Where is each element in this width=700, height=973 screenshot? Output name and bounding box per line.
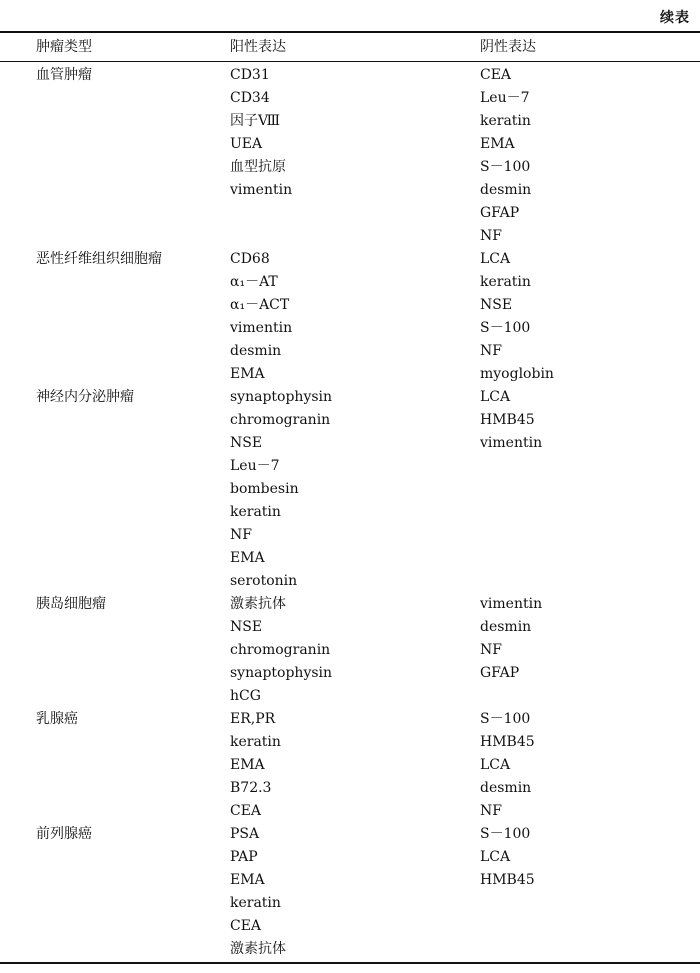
top-rule <box>0 31 700 33</box>
negative-marker: LCA <box>480 389 511 405</box>
positive-marker: keratin <box>230 734 281 750</box>
positive-list <box>230 386 332 593</box>
negative-marker: NSE <box>480 297 513 313</box>
positive-marker: NF <box>230 527 252 543</box>
negative-marker: NF <box>480 803 502 819</box>
negative-marker: EMA <box>480 136 515 152</box>
header-positive-expression: 阳性表达 <box>230 39 286 55</box>
negative-marker: vimentin <box>480 596 543 612</box>
positive-marker: serotonin <box>230 573 298 589</box>
positive-marker: α₁－ACT <box>230 297 290 313</box>
positive-marker: vimentin <box>230 320 293 336</box>
negative-marker: myoglobin <box>480 366 554 382</box>
tumor-type-cell: 前列腺癌 <box>36 826 92 842</box>
positive-marker: 血型抗原 <box>230 159 286 175</box>
positive-marker: EMA <box>230 757 265 773</box>
header-rule <box>0 61 700 62</box>
positive-marker: CD31 <box>230 67 270 83</box>
negative-list <box>480 248 554 386</box>
negative-marker: GFAP <box>480 665 520 681</box>
positive-marker: synaptophysin <box>230 389 333 405</box>
header-tumor-type: 肿瘤类型 <box>36 39 92 55</box>
negative-marker: Leu－7 <box>480 90 530 106</box>
negative-marker: NF <box>480 343 502 359</box>
negative-list <box>480 386 542 455</box>
tumor-type-cell: 胰岛细胞瘤 <box>36 596 106 612</box>
positive-marker: hCG <box>230 688 261 704</box>
positive-marker: B72.3 <box>230 780 272 796</box>
positive-list <box>230 823 286 961</box>
positive-marker: α₁－AT <box>230 274 278 290</box>
negative-marker: LCA <box>480 251 511 267</box>
positive-marker: NSE <box>230 435 263 451</box>
positive-list <box>230 64 292 202</box>
positive-marker: CEA <box>230 803 262 819</box>
table-header <box>0 36 700 58</box>
positive-marker: keratin <box>230 895 281 911</box>
positive-marker: CEA <box>230 918 262 934</box>
negative-marker: GFAP <box>480 205 520 221</box>
positive-list <box>230 708 281 823</box>
negative-marker: NF <box>480 228 502 244</box>
header-negative-expression: 阴性表达 <box>480 39 536 55</box>
negative-marker: HMB45 <box>480 412 535 428</box>
continued-label: 续表 <box>660 10 690 26</box>
positive-marker: PSA <box>230 826 260 842</box>
positive-marker: ER,PR <box>230 711 276 727</box>
negative-marker: S－100 <box>480 826 531 842</box>
positive-marker: desmin <box>230 343 282 359</box>
tumor-type-cell: 神经内分泌肿瘤 <box>36 389 134 405</box>
tumor-type-cell: 血管肿瘤 <box>36 67 92 83</box>
negative-list <box>480 708 535 823</box>
negative-marker: desmin <box>480 619 532 635</box>
bottom-rule <box>0 962 700 964</box>
negative-marker: desmin <box>480 780 532 796</box>
positive-marker: synaptophysin <box>230 665 333 681</box>
positive-marker: 激素抗体 <box>230 941 286 957</box>
positive-marker: 激素抗体 <box>230 596 286 612</box>
positive-marker: chromogranin <box>230 642 331 658</box>
negative-marker: S－100 <box>480 159 531 175</box>
positive-marker: EMA <box>230 550 265 566</box>
positive-marker: chromogranin <box>230 412 331 428</box>
positive-marker: EMA <box>230 366 265 382</box>
negative-marker: keratin <box>480 113 531 129</box>
negative-marker: HMB45 <box>480 872 535 888</box>
negative-marker: HMB45 <box>480 734 535 750</box>
negative-marker: desmin <box>480 182 532 198</box>
negative-marker: keratin <box>480 274 531 290</box>
negative-marker: LCA <box>480 757 511 773</box>
negative-marker: vimentin <box>480 435 543 451</box>
negative-marker: NF <box>480 642 502 658</box>
positive-list <box>230 593 332 708</box>
positive-marker: CD34 <box>230 90 270 106</box>
tumor-type-cell: 恶性纤维组织细胞瘤 <box>36 251 162 267</box>
positive-marker: vimentin <box>230 182 293 198</box>
negative-marker: LCA <box>480 849 511 865</box>
positive-marker: PAP <box>230 849 258 865</box>
positive-marker: 因子Ⅷ <box>230 113 281 129</box>
positive-marker: keratin <box>230 504 281 520</box>
negative-list <box>480 823 535 892</box>
negative-marker: CEA <box>480 67 512 83</box>
positive-marker: UEA <box>230 136 263 152</box>
positive-list <box>230 248 292 386</box>
negative-marker: S－100 <box>480 711 531 727</box>
negative-marker: S－100 <box>480 320 531 336</box>
positive-marker: EMA <box>230 872 265 888</box>
negative-list <box>480 593 542 685</box>
positive-marker: NSE <box>230 619 263 635</box>
tumor-type-cell: 乳腺癌 <box>36 711 78 727</box>
negative-list <box>480 64 531 248</box>
positive-marker: bombesin <box>230 481 299 497</box>
positive-marker: Leu－7 <box>230 458 280 474</box>
positive-marker: CD68 <box>230 251 270 267</box>
